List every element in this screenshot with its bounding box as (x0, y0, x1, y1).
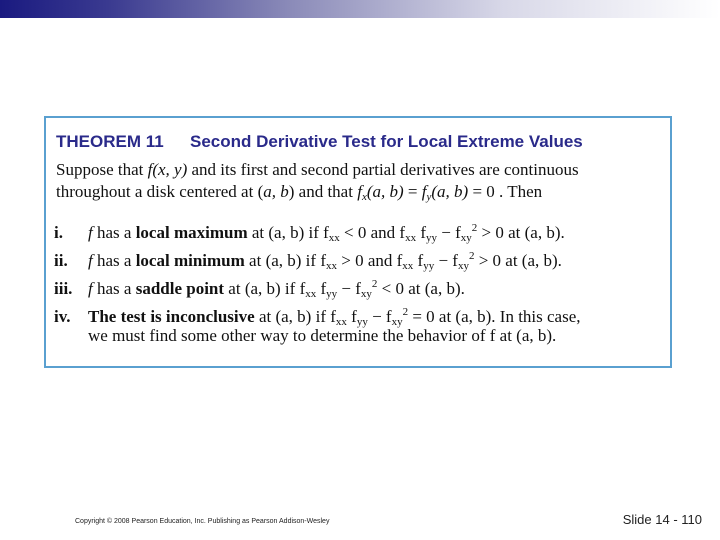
slide-number: Slide 14 - 110 (622, 512, 702, 527)
intro-line-2: throughout a disk centered at (a, b) and that $f_x(a$, $b) = f_y(a$, b) = 0 . Then (56, 182, 543, 203)
theorem-box (44, 116, 672, 368)
copyright-notice: Copyright © 2008 Pearson Education, Inc. Publishing as Pearson Addison-Wesley (75, 518, 330, 525)
theorem-title: Second Derivative Test for Local Extreme Values (190, 132, 583, 151)
theorem-item-4-continued: we must find some other way to determine the behavior of f at (a, b). (88, 326, 557, 345)
theorem-item-2: ii. f has a local minimum at (a, b) if $f_{xx} > 0$ and $f_{xx}$ $f_{yy} - f_{xy}^2 > 0$ at (a, b). (54, 250, 562, 272)
theorem-number: THEOREM 11 (56, 132, 164, 151)
theorem-item-1: i. f has a local maximum at (a, b) if $f_{xx} < 0$ and $f_{xx}$ $f_{yy} - f_{xy}^2 > 0$ at (a, b). (54, 222, 565, 244)
theorem-item-4: iv. The test is inconclusive at (a, b) if $f_{xx}$ $f_{yy} - f_{xy}^2 = 0$ at (a, b). In this case, (54, 306, 581, 328)
intro-line-1: Suppose that f(x, y) and its first and second partial derivatives are continuous (56, 160, 579, 179)
theorem-header (56, 132, 583, 152)
theorem-item-3: iii. f has a saddle point at (a, b) if $f_{xx}$ $f_{yy} - f_{xy}^2 < 0$ at (a, b). (54, 278, 465, 300)
top-gradient-bar (0, 0, 720, 18)
